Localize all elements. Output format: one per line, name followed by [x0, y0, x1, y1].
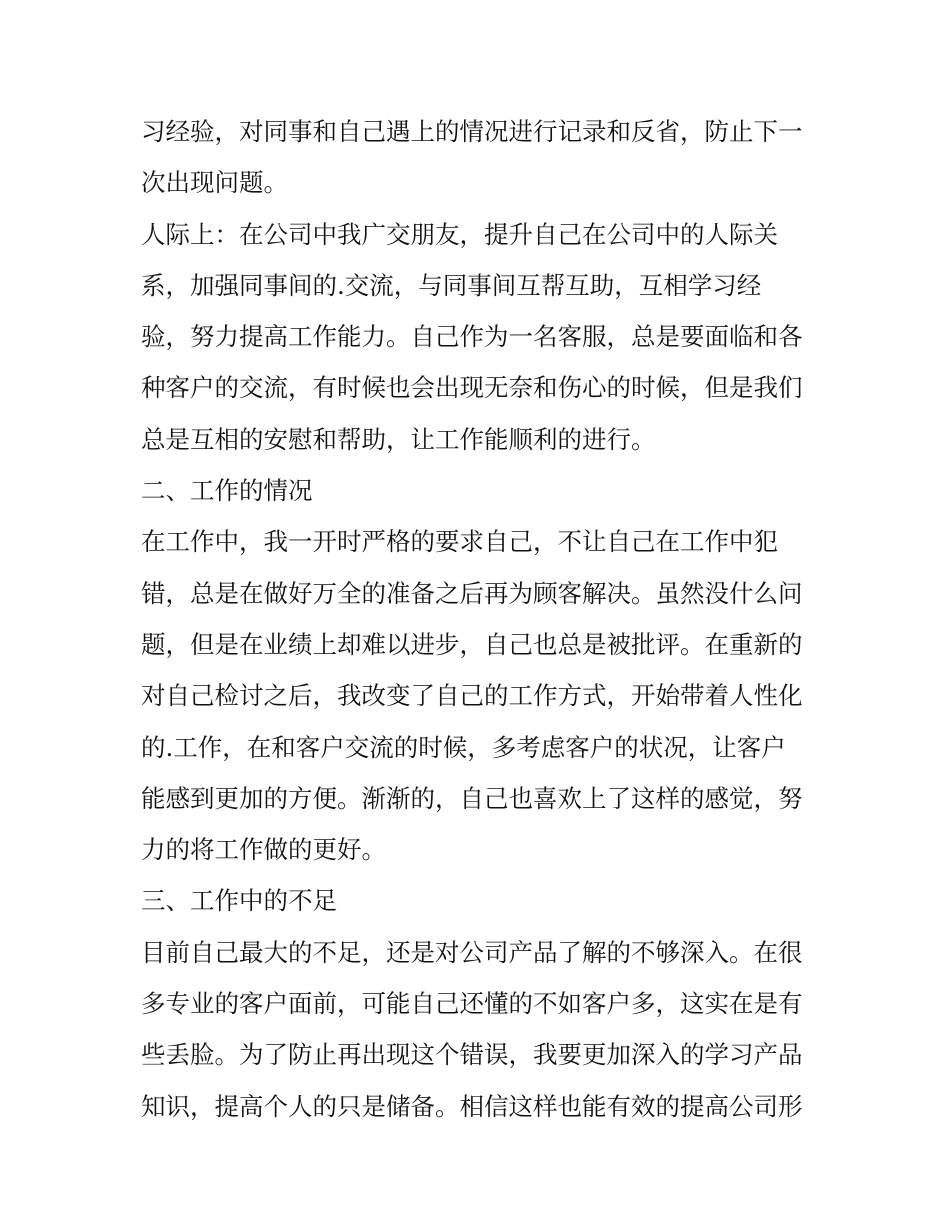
document-body — [141, 106, 821, 1132]
text-line: 些丢脸。为了防止再出现这个错误，我要更加深入的学习产品 — [141, 1040, 803, 1070]
text-line: 验，努力提高工作能力。自己作为一名客服，总是要面临和各 — [141, 322, 803, 352]
text-line: 目前自己最大的不足，还是对公司产品了解的不够深入。在很 — [141, 937, 803, 967]
text-line: 习经验，对同事和自己遇上的情况进行记录和反省，防止下一 — [141, 117, 803, 146]
text-line: 的.工作，在和客户交流的时候，多考虑客户的状况，让客户 — [141, 732, 786, 762]
text-line: 在工作中，我一开时严格的要求自己，不让自己在工作中犯 — [141, 527, 778, 557]
text-line: 知识，提高个人的只是储备。相信这样也能有效的提高公司形 — [141, 1091, 803, 1121]
text-line: 人际上：在公司中我广交朋友，提升自己在公司中的人际关 — [141, 219, 778, 249]
text-line: 错，总是在做好万全的准备之后再为顾客解决。虽然没什么问 — [141, 578, 803, 608]
text-line: 力的将工作做的更好。 — [141, 835, 386, 865]
section-heading: 二、工作的情况 — [141, 476, 313, 506]
text-line: 对自己检讨之后，我改变了自己的工作方式，开始带着人性化 — [141, 681, 803, 711]
text-line: 能感到更加的方便。渐渐的，自己也喜欢上了这样的感觉，努 — [141, 783, 803, 813]
text-line: 多专业的客户面前，可能自己还懂的不如客户多，这实在是有 — [141, 989, 803, 1019]
text-line: 次出现问题。 — [141, 168, 288, 198]
text-line: 题，但是在业绩上却难以进步，自己也总是被批评。在重新的 — [141, 629, 803, 659]
text-line: 系，加强同事间的.交流，与同事间互帮互助，互相学习经 — [141, 270, 762, 300]
text-line: 总是互相的安慰和帮助，让工作能顺利的进行。 — [141, 424, 656, 454]
section-heading: 三、工作中的不足 — [141, 886, 337, 916]
text-line: 种客户的交流，有时候也会出现无奈和伤心的时候，但是我们 — [141, 373, 803, 403]
